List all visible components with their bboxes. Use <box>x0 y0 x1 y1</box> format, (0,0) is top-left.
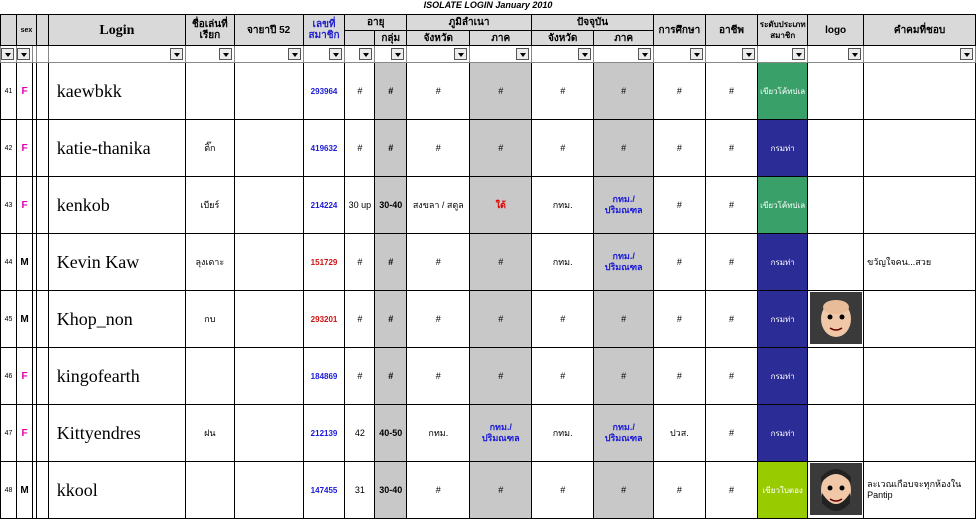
filter-dropdown-home-region[interactable] <box>516 48 529 60</box>
occupation-cell[interactable]: # <box>705 177 757 234</box>
age-cell[interactable]: # <box>345 63 375 120</box>
age-group-header: กลุ่ม <box>375 31 407 46</box>
filter-dropdown-index[interactable] <box>1 48 14 60</box>
row-index[interactable]: 45 <box>1 291 17 348</box>
table-row <box>1 177 976 234</box>
current-region-cell[interactable]: # <box>594 63 654 120</box>
sex-cell[interactable]: F <box>17 405 33 462</box>
home-province-cell[interactable]: สงขลา / สตูล <box>407 177 470 234</box>
home-province-header: จังหวัด <box>407 31 470 46</box>
member-no-cell[interactable]: 419632 <box>303 120 345 177</box>
home-province-cell[interactable]: # <box>407 63 470 120</box>
filter-cell-sex <box>17 46 33 63</box>
education-cell[interactable]: # <box>653 291 705 348</box>
login-header: Login <box>48 15 185 46</box>
home-region-header: ภาค <box>470 31 532 46</box>
login-cell[interactable]: Kittyendres <box>48 405 185 462</box>
age-group-cell[interactable]: 30-40 <box>375 462 407 519</box>
logo-cell[interactable] <box>808 234 864 291</box>
spacer-cell[interactable] <box>36 234 48 291</box>
current-region-cell[interactable]: # <box>594 348 654 405</box>
quote-header: คำคมที่ชอบ <box>864 15 976 46</box>
filter-cell-index <box>1 46 17 63</box>
occupation-cell[interactable]: # <box>705 63 757 120</box>
table-row <box>1 120 976 177</box>
age-cell[interactable]: # <box>345 291 375 348</box>
age-group-cell[interactable]: 40-50 <box>375 405 407 462</box>
quote-cell[interactable] <box>864 348 976 405</box>
current-region-header: ภาค <box>594 31 654 46</box>
sex-cell[interactable]: M <box>17 291 33 348</box>
filter-cell-nickname <box>186 46 235 63</box>
current-province-cell[interactable]: # <box>532 291 594 348</box>
home-province-cell[interactable]: # <box>407 291 470 348</box>
table-row <box>1 291 976 348</box>
current-province-cell[interactable]: กทม. <box>532 405 594 462</box>
logo-cell[interactable] <box>808 177 864 234</box>
year-cell[interactable] <box>234 291 303 348</box>
year-cell[interactable] <box>234 63 303 120</box>
home-region-cell[interactable]: # <box>470 120 532 177</box>
spacer-cell[interactable] <box>36 63 48 120</box>
home-region-cell[interactable]: กทม./ ปริมณฑล <box>470 405 532 462</box>
filter-dropdown-education[interactable] <box>690 48 703 60</box>
current-region-cell[interactable]: # <box>594 291 654 348</box>
age-group-cell[interactable]: # <box>375 63 407 120</box>
year-cell[interactable] <box>234 348 303 405</box>
table-row <box>1 348 976 405</box>
logo-header: logo <box>808 15 864 46</box>
sex-cell[interactable]: F <box>17 348 33 405</box>
year-cell[interactable] <box>234 177 303 234</box>
filter-cell-age-group <box>375 46 407 63</box>
nickname-cell[interactable] <box>186 63 235 120</box>
table-row <box>1 405 976 462</box>
member-type-cell[interactable]: กรมท่า <box>758 234 808 291</box>
current-header: ปัจจุบัน <box>532 15 654 31</box>
filter-cell-member-no <box>303 46 345 63</box>
home-region-cell[interactable]: ใต้ <box>470 177 532 234</box>
filter-cell-age <box>345 46 375 63</box>
member-no-cell[interactable]: 212139 <box>303 405 345 462</box>
age-cell[interactable]: # <box>345 348 375 405</box>
year-cell[interactable] <box>234 462 303 519</box>
home-region-cell[interactable]: # <box>470 63 532 120</box>
year-cell[interactable] <box>234 120 303 177</box>
spacer-cell[interactable] <box>36 177 48 234</box>
filter-cell-logo <box>808 46 864 63</box>
member-no-cell[interactable]: 293201 <box>303 291 345 348</box>
logo-cell[interactable] <box>808 348 864 405</box>
education-cell[interactable]: ปวส. <box>653 405 705 462</box>
occupation-cell[interactable]: # <box>705 348 757 405</box>
age-group-cell[interactable]: # <box>375 291 407 348</box>
current-region-cell[interactable]: กทม./ ปริมณฑล <box>594 234 654 291</box>
filter-dropdown-occupation[interactable] <box>742 48 755 60</box>
home-province-cell[interactable]: # <box>407 120 470 177</box>
filter-dropdown-current-region[interactable] <box>638 48 651 60</box>
filter-dropdown-home-province[interactable] <box>454 48 467 60</box>
filter-cell-home-province <box>407 46 470 63</box>
spacer-header <box>36 15 48 46</box>
home-region-cell[interactable]: # <box>470 291 532 348</box>
autofilter-row <box>1 46 976 63</box>
age-group-cell[interactable]: # <box>375 348 407 405</box>
sex-cell[interactable]: M <box>17 234 33 291</box>
filter-cell-current-province <box>532 46 594 63</box>
filter-dropdown-login[interactable] <box>170 48 183 60</box>
nickname-cell[interactable]: เบียร์ <box>186 177 235 234</box>
current-region-cell[interactable]: กทม./ ปริมณฑล <box>594 177 654 234</box>
age-cell[interactable]: # <box>345 120 375 177</box>
current-province-header: จังหวัด <box>532 31 594 46</box>
member-no-cell[interactable]: 184869 <box>303 348 345 405</box>
member-type-cell[interactable]: กรมท่า <box>758 405 808 462</box>
filter-dropdown-type[interactable] <box>792 48 805 60</box>
member-no-cell[interactable]: 147455 <box>303 462 345 519</box>
filter-cell-type <box>758 46 808 63</box>
current-region-cell[interactable]: กทม./ ปริมณฑล <box>594 405 654 462</box>
quote-cell[interactable] <box>864 291 976 348</box>
spacer-cell[interactable] <box>36 462 48 519</box>
filter-dropdown-quote[interactable] <box>960 48 973 60</box>
login-cell[interactable]: kingofearth <box>48 348 185 405</box>
current-province-cell[interactable]: # <box>532 348 594 405</box>
nickname-cell[interactable]: ลุงเดาะ <box>186 234 235 291</box>
occupation-cell[interactable]: # <box>705 405 757 462</box>
nickname-cell[interactable]: ติ๊ก <box>186 120 235 177</box>
table-row <box>1 63 976 120</box>
occupation-cell[interactable]: # <box>705 291 757 348</box>
index-header <box>1 15 17 46</box>
current-province-cell[interactable]: กทม. <box>532 177 594 234</box>
filter-cell-quote <box>864 46 976 63</box>
member-type-cell[interactable]: เขียวใบตอง <box>758 462 808 519</box>
logo-cell[interactable] <box>808 291 864 348</box>
home-province-cell[interactable]: # <box>407 348 470 405</box>
quote-cell[interactable] <box>864 177 976 234</box>
member-type-cell[interactable]: กรมท่า <box>758 291 808 348</box>
quote-cell[interactable]: ขวัญใจคน...สวย <box>864 234 976 291</box>
sheet-title: ISOLATE LOGIN January 2010 <box>423 0 553 10</box>
spacer-cell[interactable] <box>36 405 48 462</box>
member-no-cell[interactable]: 151729 <box>303 234 345 291</box>
sex-cell[interactable]: F <box>17 177 33 234</box>
nickname-cell[interactable] <box>186 348 235 405</box>
age-cell[interactable]: 31 <box>345 462 375 519</box>
bearded-avatar-icon <box>810 463 862 515</box>
filter-cell-spacer <box>36 46 48 63</box>
current-region-cell[interactable]: # <box>594 462 654 519</box>
row-index[interactable]: 46 <box>1 348 17 405</box>
member-type-cell[interactable]: เขียวโค้ทบ่เล <box>758 177 808 234</box>
current-region-cell[interactable]: # <box>594 120 654 177</box>
login-cell[interactable]: kaewbkk <box>48 63 185 120</box>
current-province-cell[interactable]: # <box>532 462 594 519</box>
filter-cell-current-region <box>594 46 654 63</box>
sex-cell[interactable]: F <box>17 120 33 177</box>
login-cell[interactable]: Khop_non <box>48 291 185 348</box>
home-province-cell[interactable]: # <box>407 462 470 519</box>
filter-dropdown-age-group[interactable] <box>391 48 404 60</box>
age-cell[interactable]: 42 <box>345 405 375 462</box>
member-type-cell[interactable]: กรมท่า <box>758 120 808 177</box>
sex-header: sex <box>17 15 37 46</box>
row-index[interactable]: 41 <box>1 63 17 120</box>
nickname-cell[interactable] <box>186 462 235 519</box>
education-cell[interactable]: # <box>653 63 705 120</box>
current-province-cell[interactable]: # <box>532 63 594 120</box>
current-province-cell[interactable]: # <box>532 120 594 177</box>
filter-cell-year <box>234 46 303 63</box>
row-index[interactable]: 47 <box>1 405 17 462</box>
filter-dropdown-current-province[interactable] <box>578 48 591 60</box>
nickname-cell[interactable]: กบ <box>186 291 235 348</box>
occupation-cell[interactable]: # <box>705 462 757 519</box>
filter-dropdown-logo[interactable] <box>848 48 861 60</box>
members-table <box>0 14 976 519</box>
type-header: ระดับประเภทสมาชิก <box>758 15 808 46</box>
education-cell[interactable]: # <box>653 462 705 519</box>
logo-cell[interactable] <box>808 63 864 120</box>
member-type-cell[interactable]: กรมท่า <box>758 348 808 405</box>
age-header: อายุ <box>345 15 407 31</box>
row-index[interactable]: 48 <box>1 462 17 519</box>
occupation-cell[interactable]: # <box>705 120 757 177</box>
login-cell[interactable]: kkool <box>48 462 185 519</box>
sex-cell[interactable]: F <box>17 63 33 120</box>
member-no-header: เลขที่สมาชิก <box>303 15 345 46</box>
quote-cell[interactable] <box>864 120 976 177</box>
year-cell[interactable] <box>234 405 303 462</box>
education-cell[interactable]: # <box>653 234 705 291</box>
filter-cell-login <box>48 46 185 63</box>
table-row <box>1 462 976 519</box>
home-province-cell[interactable]: # <box>407 234 470 291</box>
login-cell[interactable]: Kevin Kaw <box>48 234 185 291</box>
age-group-cell[interactable]: # <box>375 234 407 291</box>
spacer-cell[interactable] <box>36 120 48 177</box>
filter-dropdown-age[interactable] <box>359 48 372 60</box>
home-region-cell[interactable]: # <box>470 462 532 519</box>
education-cell[interactable]: # <box>653 177 705 234</box>
filter-dropdown-nickname[interactable] <box>219 48 232 60</box>
year-header: จายาปี 52 <box>234 15 303 46</box>
logo-cell[interactable] <box>808 120 864 177</box>
table-body <box>1 63 976 519</box>
home-region-cell[interactable]: # <box>470 234 532 291</box>
row-index[interactable]: 44 <box>1 234 17 291</box>
row-index[interactable]: 43 <box>1 177 17 234</box>
spacer-cell[interactable] <box>36 291 48 348</box>
occupation-cell[interactable]: # <box>705 234 757 291</box>
filter-dropdown-sex[interactable] <box>17 48 30 60</box>
filter-cell-education <box>653 46 705 63</box>
quote-cell[interactable]: ละเวณเกือบจะทุกห้องใน Pantip <box>864 462 976 519</box>
hometown-header: ภูมิลำเนา <box>407 15 532 31</box>
filter-dropdown-member-no[interactable] <box>329 48 342 60</box>
spacer-cell[interactable] <box>36 348 48 405</box>
home-province-cell[interactable]: กทม. <box>407 405 470 462</box>
header-row <box>1 15 976 31</box>
nickname-header: ชื่อเล่นที่เรียก <box>186 15 235 46</box>
age-group-cell[interactable]: 30-40 <box>375 177 407 234</box>
current-province-cell[interactable]: กทม. <box>532 234 594 291</box>
education-cell[interactable]: # <box>653 348 705 405</box>
quote-cell[interactable] <box>864 63 976 120</box>
member-no-cell[interactable]: 214224 <box>303 177 345 234</box>
education-header: การศึกษา <box>653 15 705 46</box>
filter-dropdown-year[interactable] <box>288 48 301 60</box>
home-region-cell[interactable]: # <box>470 348 532 405</box>
occupation-header: อาชีพ <box>705 15 757 46</box>
sex-cell[interactable]: M <box>17 462 33 519</box>
member-no-cell[interactable]: 293964 <box>303 63 345 120</box>
age-cell[interactable]: # <box>345 234 375 291</box>
bald-avatar-icon <box>810 292 862 344</box>
table-row <box>1 234 976 291</box>
age-cell[interactable]: 30 up <box>345 177 375 234</box>
row-index[interactable]: 42 <box>1 120 17 177</box>
nickname-cell[interactable]: ฝน <box>186 405 235 462</box>
member-type-cell[interactable]: เขียวโค้ทบ่เล <box>758 63 808 120</box>
education-cell[interactable]: # <box>653 120 705 177</box>
filter-cell-home-region <box>470 46 532 63</box>
filter-cell-occupation <box>705 46 757 63</box>
year-cell[interactable] <box>234 234 303 291</box>
quote-cell[interactable] <box>864 405 976 462</box>
login-cell[interactable]: katie-thanika <box>48 120 185 177</box>
logo-cell[interactable] <box>808 462 864 519</box>
age-sub-header <box>345 31 375 46</box>
logo-cell[interactable] <box>808 405 864 462</box>
age-group-cell[interactable]: # <box>375 120 407 177</box>
login-cell[interactable]: kenkob <box>48 177 185 234</box>
